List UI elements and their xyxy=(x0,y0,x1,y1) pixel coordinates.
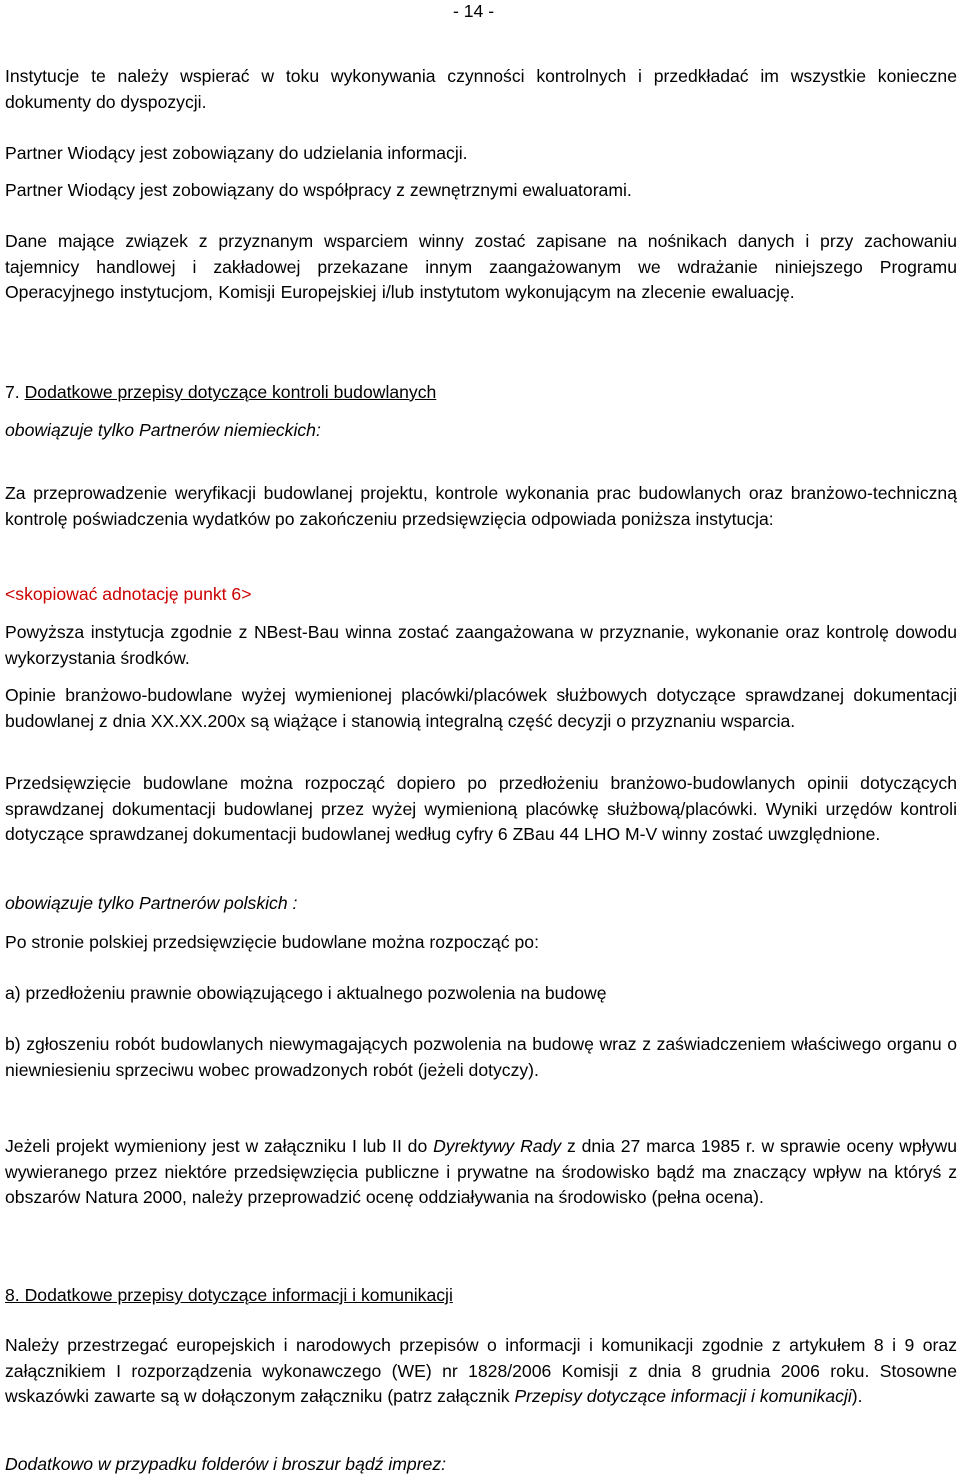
ic-annex-title: Przepisy dotyczące informacji i komunikacji xyxy=(514,1386,852,1406)
ic-text-end: ). xyxy=(851,1386,863,1406)
ic-text-start: Należy przestrzegać europejskich i narodowych przepisów o informacji i komunikacji zgodnie z artykułem 8 i 9 oraz załącznikiem I rozporządzenia wykonawczego (WE) nr 1828/2006 Komisji z dnia 8 grudnia 2006 roku. Stosowne wskazówki zawarte są w dołączonym załączniku (patrz załącznik xyxy=(5,1335,957,1406)
german-partners-note: obowiązuje tylko Partnerów niemieckich: xyxy=(5,420,321,440)
eia-text-start: Jeżeli projekt wymieniony jest w załączniku I lub II do xyxy=(5,1136,434,1156)
section-7-heading xyxy=(5,380,957,406)
paragraph-expert-opinions: Opinie branżowo-budowlane wyżej wymienionej placówki/placówek służbowych dotyczące sprawdzanej dokumentacji budowlanej z dnia XX.XX.200x są wiążące i stanowią integralną część decyzji o przyznaniu wsparcia. xyxy=(5,685,957,731)
paragraph-environmental-assessment xyxy=(5,1134,957,1211)
section-8-heading xyxy=(5,1283,957,1309)
section-8-title-underlined xyxy=(5,1285,453,1305)
paragraph-nbest-bau: Powyższa instytucja zgodnie z NBest-Bau winna zostać zaangażowana w przyznanie, wykonanie oraz kontrolę dowodu wykorzystania środków. xyxy=(5,622,957,668)
paragraph-information-communication xyxy=(5,1333,957,1410)
paragraph-lead-partner-information: Partner Wiodący jest zobowiązany do udzielania informacji. xyxy=(5,143,468,163)
list-item-a: a) przedłożeniu prawnie obowiązującego i aktualnego pozwolenia na budowę xyxy=(5,983,607,1003)
eia-directive-title: Dyrektywy Rady xyxy=(433,1136,562,1156)
paragraph-construction-verification: Za przeprowadzenie weryfikacji budowlanej projektu, kontrole wykonania prac budowlanych oraz branżowo-techniczną kontrolę poświadczenia wydatków po zakończeniu przedsięwzięcia odpowiada poniższa instytucja: xyxy=(5,483,957,529)
paragraph-brochures-events: Dodatkowo w przypadku folderów i broszur bądź imprez: xyxy=(5,1454,447,1474)
paragraph-polish-side: Po stronie polskiej przedsięwzięcie budowlane można rozpocząć po: xyxy=(5,932,539,952)
page-number: - 14 - xyxy=(453,1,495,21)
section-8-title: Dodatkowe przepisy dotyczące informacji i komunikacji xyxy=(24,1285,453,1305)
paragraph-data-storage: Dane mające związek z przyznanym wsparciem winny zostać zapisane na nośnikach danych i przy zachowaniu tajemnicy handlowej i zakładowej przekazane innym zaangażowanym we wdrażanie niniejszego Programu Operacyjnego instytucjom, Komisji Europejskiej i/lub instytutom wykonującym na zlecenie ewaluację. xyxy=(5,231,957,302)
section-7-title: Dodatkowe przepisy dotyczące kontroli budowlanych xyxy=(24,382,437,402)
section-7-number: 7. xyxy=(5,382,20,402)
paragraph-lead-partner-evaluators: Partner Wiodący jest zobowiązany do współpracy z zewnętrznymi ewaluatorami. xyxy=(5,180,632,200)
paragraph-construction-start: Przedsięwzięcie budowlane można rozpocząć dopiero po przedłożeniu branżowo-budowlanych opinii dotyczących sprawdzanej dokumentacji budowlanej przez wyżej wymienioną placówkę służbową/placówki. Wyniki urzędów kontroli dotyczące sprawdzanej dokumentacji budowlanej według cyfry 6 ZBau 44 LHO M-V winny zostać uwzględnione. xyxy=(5,773,957,844)
polish-partners-note: obowiązuje tylko Partnerów polskich : xyxy=(5,893,298,913)
paragraph-institutions-support: Instytucje te należy wspierać w toku wykonywania czynności kontrolnych i przedkładać im wszystkie konieczne dokumenty do dyspozycji. xyxy=(5,66,957,112)
annotation-placeholder: <skopiować adnotację punkt 6> xyxy=(5,584,252,604)
list-item-b: b) zgłoszeniu robót budowlanych niewymagających pozwolenia na budowę wraz z zaświadczeniem właściwego organu o niewniesieniu sprzeciwu wobec prowadzonych robót (jeżeli dotyczy). xyxy=(5,1034,957,1080)
eia-text-end: z dnia 27 marca 1985 r. w sprawie oceny wpływu wywieranego przez niektóre przedsięwzięcia publiczne i prywatne na środowisko bądź ma znaczący wpływ na któryś z obszarów Natura 2000, należy przeprowadzić ocenę oddziaływania na środowisko (pełna ocena). xyxy=(5,1136,957,1207)
section-8-number: 8. xyxy=(5,1285,20,1305)
